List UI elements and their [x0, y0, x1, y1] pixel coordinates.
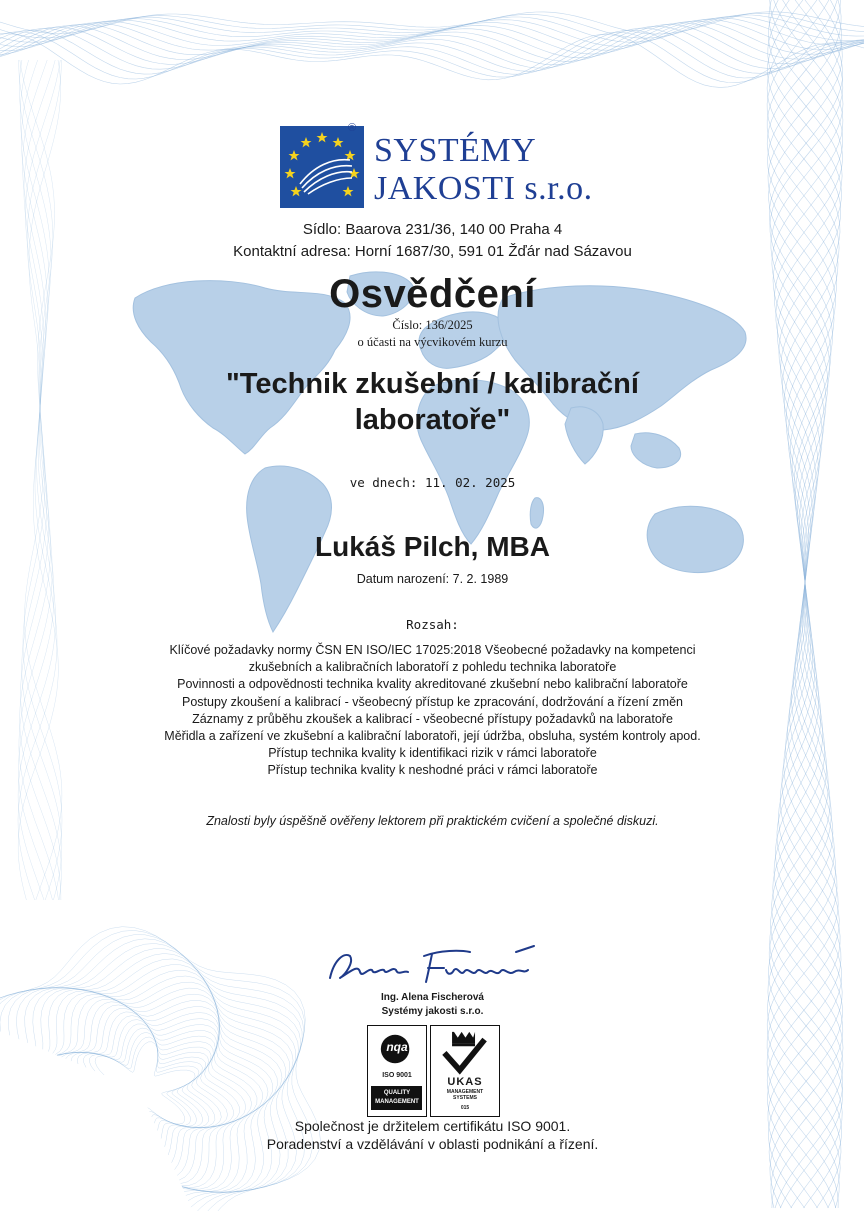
ukas-badge	[430, 1025, 500, 1117]
scope-list	[0, 642, 865, 780]
guilloche-line	[0, 23, 864, 62]
course-intro: o účasti na výcvikovém kurzu	[357, 335, 508, 349]
guilloche-line	[8, 954, 296, 1193]
guilloche-line	[55, 993, 268, 1188]
scope-item: Měřidla a zařízení ve zkušební a kalibrační laboratoři, její údržba, obsluha, systém kontroly apod.	[164, 729, 701, 744]
guilloche-line	[0, 935, 305, 1211]
scope-item: Přístup technika kvality k neshodné práci v rámci laboratoře	[267, 763, 598, 778]
ukas-brand: UKAS	[447, 1076, 483, 1088]
logo-name-line2: JAKOSTI s.r.o.	[374, 170, 593, 207]
contact-address: Kontaktní adresa: Horní 1687/30, 591 01 Žďár nad Sázavou	[233, 243, 632, 260]
map-southeast-asia	[631, 433, 681, 468]
scope-item: Klíčové požadavky normy ČSN EN ISO/IEC 17025:2018 Všeobecné požadavky na kompetenci	[169, 643, 696, 657]
guilloche-top-waves	[0, 12, 864, 88]
logo-name-line1: SYSTÉMY	[374, 132, 537, 169]
ukas-line1: MANAGEMENT	[446, 1089, 484, 1095]
scope-item: Povinnosti a odpovědnosti technika kvality akreditované zkušební nebo kalibrační laboratoře	[177, 677, 688, 692]
scope-item: Přístup technika kvality k identifikaci rizik v rámci laboratoře	[268, 746, 597, 761]
nqa-line2: MANAGEMENT	[375, 1099, 419, 1105]
participant-name: Lukáš Pilch, MBA	[315, 531, 550, 562]
guilloche-line	[57, 999, 251, 1180]
guilloche-line	[0, 927, 320, 1211]
guilloche-line	[0, 34, 864, 88]
map-madagascar	[530, 498, 543, 528]
course-date-label: ve dnech:	[349, 475, 418, 490]
ukas-number: 015	[460, 1105, 470, 1111]
certificate-title: Osvědčení	[329, 272, 536, 316]
guilloche-bottom-left-swirl	[0, 927, 320, 1211]
birth-date-value: 7. 2. 1989	[452, 572, 509, 586]
guilloche-line	[53, 988, 273, 1189]
guilloche-line	[71, 1024, 209, 1131]
guilloche-line	[57, 994, 263, 1185]
ukas-line2: SYSTEMS	[453, 1095, 477, 1101]
course-name	[0, 366, 865, 438]
course-date	[0, 475, 865, 490]
guilloche-line	[0, 32, 864, 83]
scope-item: Postupy zkoušení a kalibrací - všeobecný přístup ke zpracování, dodržování a řízení změn	[182, 694, 683, 709]
guilloche-line	[0, 944, 301, 1201]
nqa-standard: ISO 9001	[382, 1072, 412, 1079]
footer-line2: Poradenství a vzdělávání v oblasti podnikání a řízení.	[266, 1136, 599, 1152]
guilloche-line	[0, 939, 302, 1207]
guilloche-line	[0, 28, 864, 73]
crown-tick-icon	[431, 1028, 498, 1076]
verification-note: Znalosti byly úspěšně ověřeny lektorem při praktickém cvičení a společné diskuzi.	[206, 814, 659, 828]
course-name-line1: "Technik zkušební / kalibrační	[226, 368, 639, 400]
guilloche-line	[58, 997, 258, 1184]
signatory-company: Systémy jakosti s.r.o.	[381, 1006, 484, 1017]
logo-registered-mark: ®	[348, 122, 357, 134]
course-date-value: 11. 02. 2025	[424, 475, 516, 490]
scope-item: zkušebních a kalibračních laboratoří z pohledu technika laboratoře	[248, 660, 617, 675]
signatory-name: Ing. Alena Fischerová	[381, 992, 484, 1003]
guilloche-line	[95, 1042, 195, 1124]
scope-title: Rozsah:	[406, 617, 459, 632]
course-name-line2: laboratoře"	[354, 404, 511, 436]
footer-line1: Společnost je držitelem certifikátu ISO 9001.	[294, 1118, 571, 1134]
birth-date-label: Datum narození:	[356, 572, 450, 586]
guilloche-line	[77, 1028, 205, 1127]
logo-emblem-icon	[280, 126, 364, 208]
seat-address: Sídlo: Baarova 231/36, 140 00 Praha 4	[302, 221, 563, 238]
birth-date-line	[0, 572, 865, 586]
guilloche-right-waves	[767, 0, 843, 1208]
certificate-number: Číslo: 136/2025	[392, 318, 473, 332]
nqa-iso9001-badge	[367, 1025, 427, 1117]
nqa-brand: nqa	[386, 1040, 408, 1054]
scope-item: Záznamy z průběhu zkoušek a kalibrací - všeobecné přístupy požadavků na laboratoře	[192, 711, 673, 726]
nqa-line1: QUALITY	[383, 1090, 411, 1096]
handwritten-signature	[320, 938, 560, 990]
certification-badges	[367, 1025, 500, 1117]
guilloche-line	[0, 18, 864, 51]
company-logo	[280, 122, 593, 210]
